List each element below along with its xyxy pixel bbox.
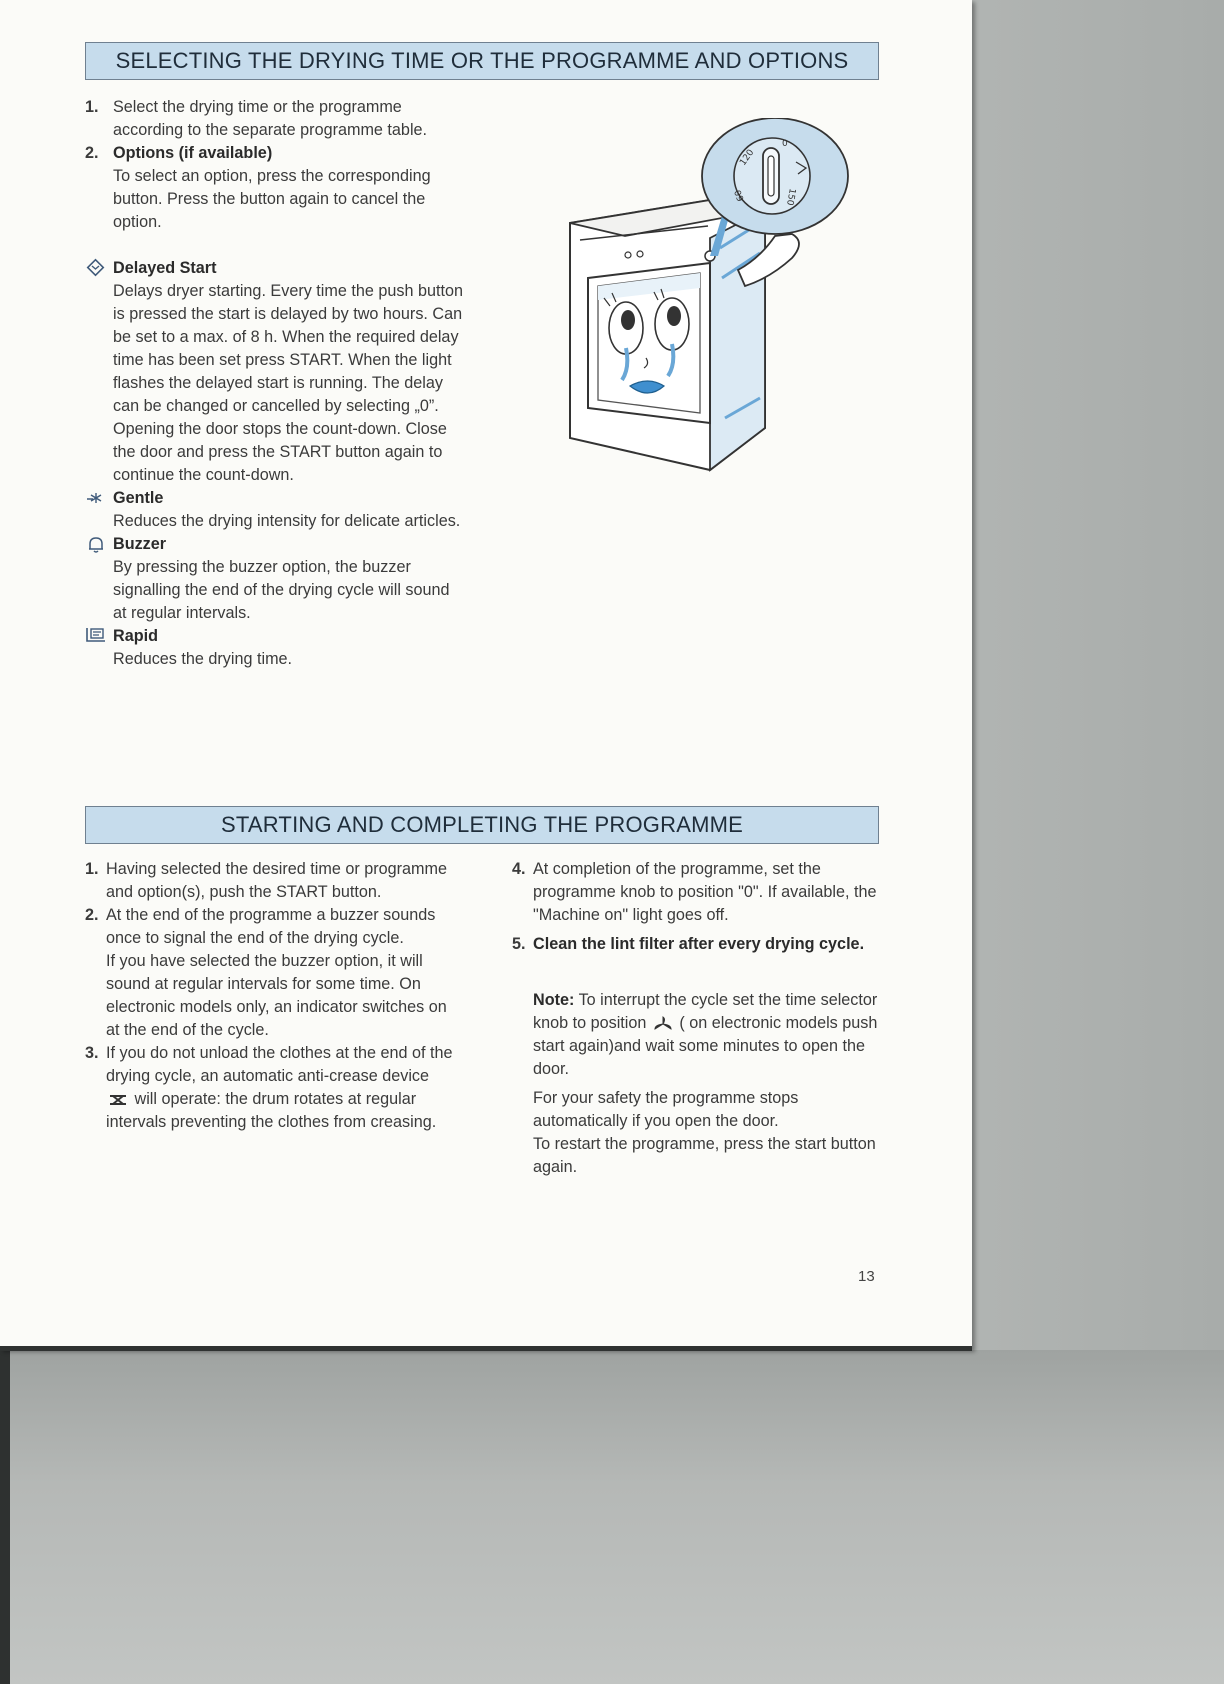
option-text: Reduces the drying time.	[113, 650, 293, 668]
knob-label: 150	[784, 187, 797, 207]
knob-label: 120	[738, 147, 757, 168]
option-rapid	[85, 625, 465, 671]
scan-background-lower	[0, 1350, 1224, 1684]
step-knob-zero	[512, 858, 884, 927]
step-select-programme	[85, 96, 465, 142]
page-edge	[0, 1346, 972, 1351]
option-delayed-start	[85, 257, 465, 487]
step-options	[85, 142, 465, 234]
note-block	[512, 989, 884, 1081]
step-text: At the end of the programme a buzzer sounds once to signal the end of the drying cycle.	[106, 906, 436, 947]
dryer-illustration	[560, 118, 860, 488]
starting-column-right	[512, 858, 884, 1179]
rapid-icon	[85, 625, 111, 648]
step-text: If you do not unload the clothes at the end of the drying cycle, an automatic anti-crease device	[106, 1044, 453, 1085]
step-text: Having selected the desired time or programme and option(s), push the START button.	[106, 860, 447, 901]
gentle-icon	[85, 487, 111, 510]
step-text: will operate: the drum rotates at regular intervals preventing the clothes from creasing.	[106, 1090, 437, 1131]
option-title: Buzzer	[113, 535, 167, 553]
restart-text: To restart the programme, press the start button again.	[533, 1135, 876, 1176]
section-title: SELECTING THE DRYING TIME OR THE PROGRAMME AND OPTIONS	[115, 48, 849, 73]
starting-column-left	[85, 858, 455, 1134]
step-text: Select the drying time or the programme according to the separate programme table.	[113, 98, 428, 139]
step-number: 4.	[512, 860, 526, 878]
step-clean-filter	[512, 933, 884, 956]
fan-stop-icon	[651, 1016, 675, 1032]
note-text: To interrupt the cycle set the time selector knob to position	[533, 991, 878, 1032]
anti-crease-icon	[106, 1092, 130, 1108]
step-text: At completion of the programme, set the programme knob to position "0". If available, the "Machine on" light goes off.	[533, 860, 877, 924]
step-text: Clean the lint filter after every drying cycle.	[533, 935, 865, 953]
step-number: 1.	[85, 860, 99, 878]
option-title: Rapid	[113, 627, 158, 645]
step-number: 3.	[85, 1044, 99, 1062]
option-gentle	[85, 487, 465, 533]
note-label: Note:	[533, 991, 575, 1009]
step-number: 2.	[85, 906, 99, 924]
section-header-selecting	[85, 42, 879, 80]
note-text: ( on electronic models push start again)and wait some minutes to open the door.	[533, 1014, 878, 1078]
knob-label: 0	[782, 139, 788, 149]
step-number: 1.	[85, 98, 99, 116]
section-header-starting	[85, 806, 879, 844]
step-number: 2.	[85, 144, 99, 162]
step-push-start	[85, 858, 455, 904]
buzzer-icon	[85, 533, 111, 556]
knob-label: 60	[733, 188, 747, 203]
step-title: Options (if available)	[113, 144, 273, 162]
safety-text: For your safety the programme stops automatically if you open the door.	[533, 1089, 799, 1130]
options-column	[85, 96, 465, 671]
page-number: 13	[858, 1268, 875, 1285]
section-title: STARTING AND COMPLETING THE PROGRAMME	[220, 812, 743, 837]
step-text: To select an option, press the corresponding button. Press the button again to cancel the option.	[113, 167, 431, 231]
step-buzzer-sounds	[85, 904, 455, 1042]
step-text-extra: If you have selected the buzzer option, it will sound at regular intervals for some time. On electronic models only, an indicator switches on at the end of the cycle.	[106, 952, 447, 1039]
step-anti-crease	[85, 1042, 455, 1134]
option-title: Delayed Start	[113, 259, 217, 277]
option-buzzer	[85, 533, 465, 625]
option-text: Reduces the drying intensity for delicate articles.	[113, 512, 461, 530]
book-spine	[0, 1350, 10, 1684]
step-number: 5.	[512, 935, 526, 953]
option-text: Delays dryer starting. Every time the push button is pressed the start is delayed by two hours. Can be set to a max. of 8 h. When the required delay time has been set press START. When the light flashes the delayed start is running. The delay can be changed or cancelled by selecting „0”. Opening the door stops the count-down. Close the door and press the START button again to continue the count-down.	[113, 282, 463, 484]
option-title: Gentle	[113, 489, 164, 507]
delayed-start-icon	[85, 257, 111, 280]
option-text: By pressing the buzzer option, the buzzer signalling the end of the drying cycle will sound at regular intervals.	[113, 558, 450, 622]
